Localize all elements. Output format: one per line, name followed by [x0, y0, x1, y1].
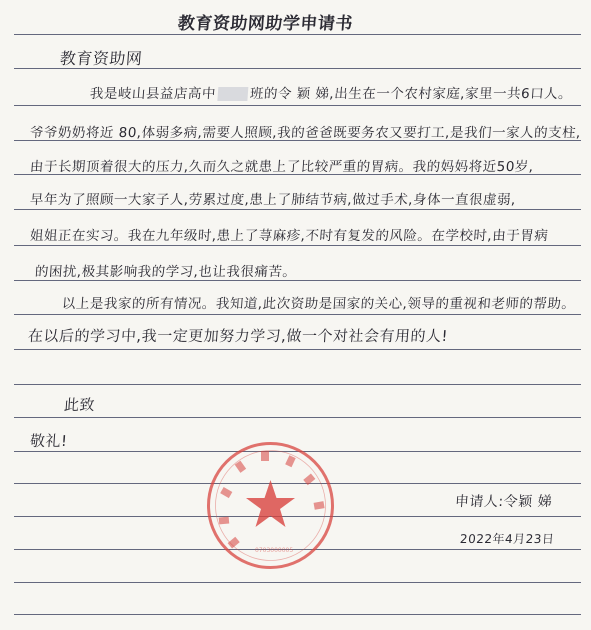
ruled-line — [14, 614, 581, 615]
ruled-line — [14, 209, 581, 210]
svg-text:0703000005: 0703000005 — [255, 547, 294, 554]
body-line-5: 姐姐正在实习。我在九年级时,患上了荨麻疹,不时有复发的风险。在学校时,由于胃病 — [29, 228, 549, 244]
redacted-block — [217, 87, 248, 101]
body-line-1-start: 我是岐山县益店高中 — [89, 86, 217, 102]
body-line-2: 爷爷奶奶将近 80,体弱多病,需要人照顾,我的爸爸既要务农又要打工,是我们一家人的支柱, — [29, 125, 582, 141]
ruled-line — [14, 280, 581, 281]
letter-title: 教育资助网助学申请书 — [177, 14, 354, 34]
body-line-1-end: 班的令 颖 娣,出生在一个农村家庭,家里一共6口人。 — [249, 86, 573, 102]
body-line-6: 的困扰,极其影响我的学习,也让我很痛苦。 — [34, 264, 298, 280]
body-line-3: 由于长期顶着很大的压力,久而久之就患上了比较严重的胃病。我的妈妈将近50岁, — [29, 159, 535, 175]
applicant-signature: 申请人:令颖 娣 — [454, 494, 553, 510]
ruled-line — [14, 349, 581, 350]
ruled-line — [14, 384, 581, 385]
closing-line-2: 敬礼! — [29, 432, 69, 450]
ruled-line — [14, 582, 581, 583]
body-line-1 — [89, 82, 573, 102]
signature-date: 2022年4月23日 — [459, 532, 555, 546]
closing-line-1: 此致 — [63, 396, 96, 414]
ruled-line — [14, 417, 581, 418]
ruled-line — [14, 245, 581, 246]
body-line-7: 以上是我家的所有情况。我知道,此次资助是国家的关心,领导的重视和老师的帮助。 — [61, 296, 577, 312]
red-seal-icon — [203, 438, 338, 573]
body-line-4: 早年为了照顾一大家子人,劳累过度,患上了肺结节病,做过手术,身体一直很虚弱, — [29, 192, 517, 208]
body-line-8: 在以后的学习中,我一定更加努力学习,做一个对社会有用的人! — [27, 327, 449, 345]
ruled-line — [14, 105, 581, 106]
ruled-line — [14, 34, 581, 35]
letter-greeting: 教育资助网 — [59, 49, 144, 68]
ruled-line — [14, 314, 581, 315]
